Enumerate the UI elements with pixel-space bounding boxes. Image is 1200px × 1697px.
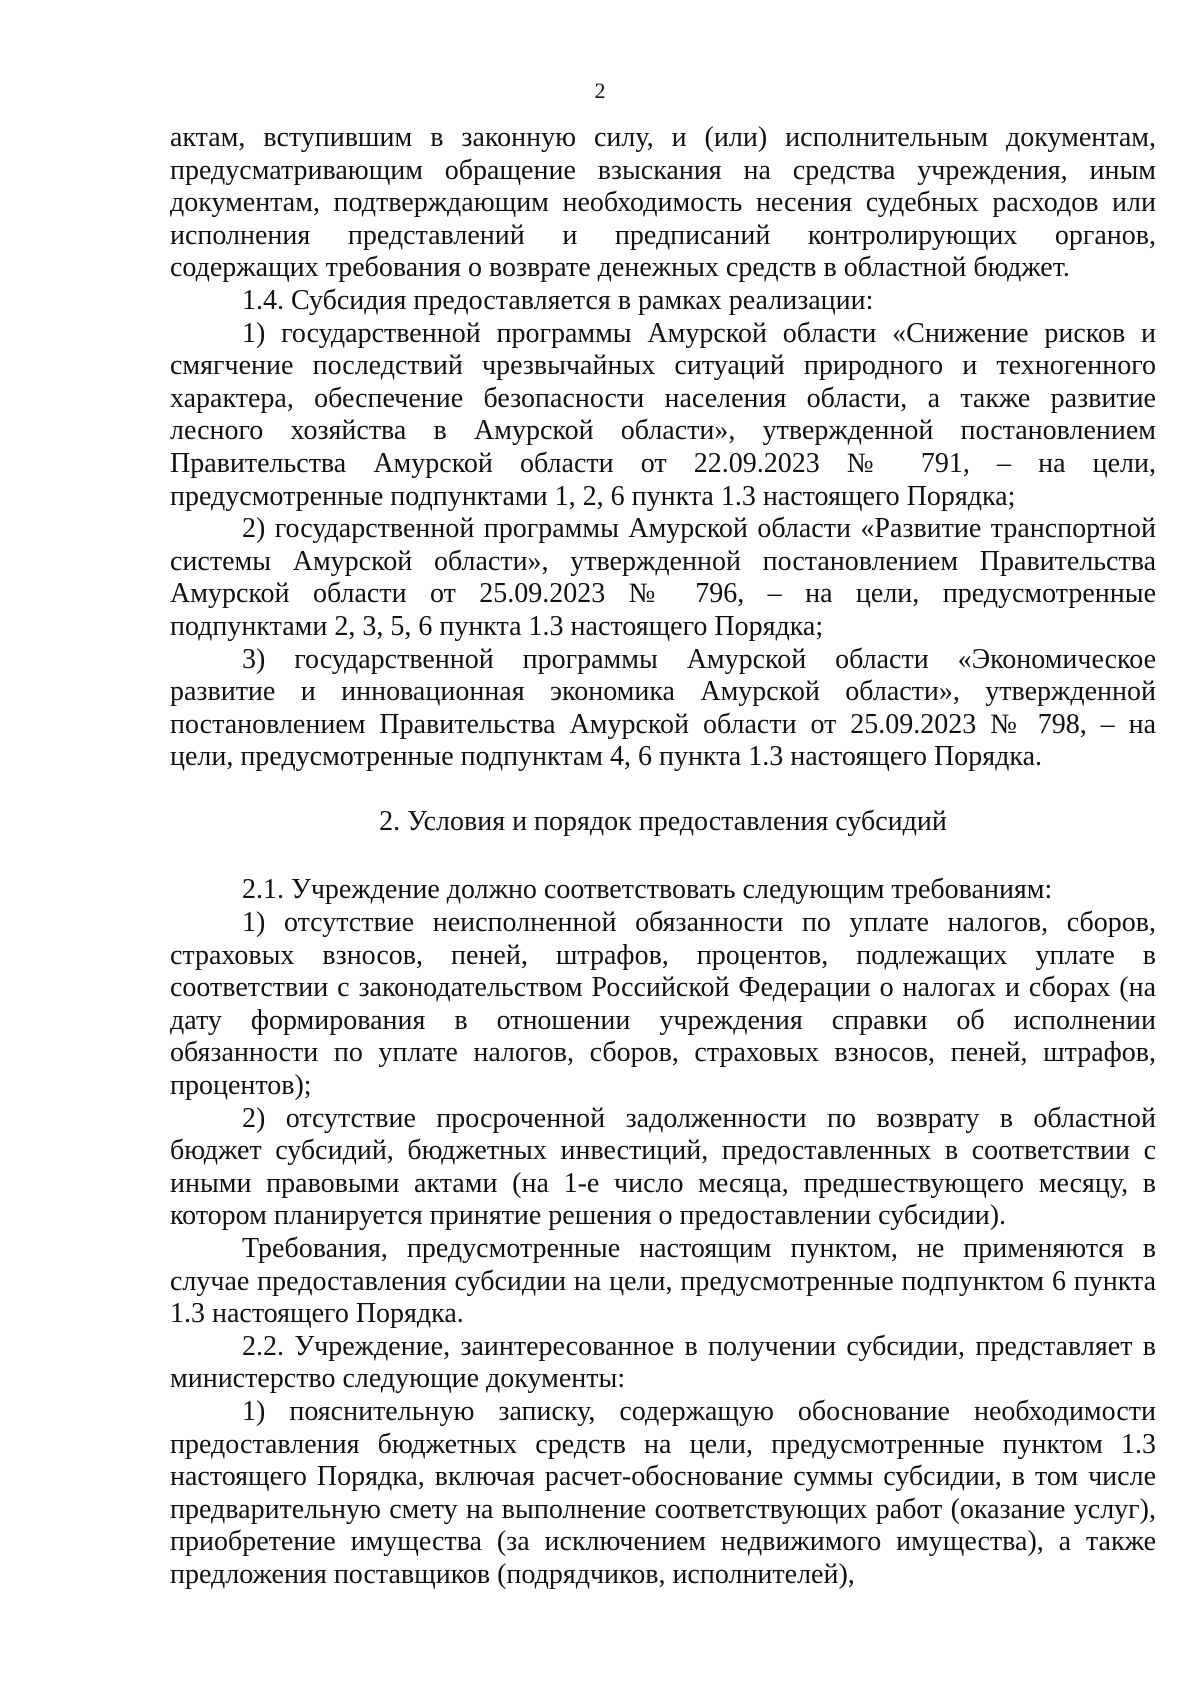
paragraph-1-4-item-2: 2) государственной программы Амурской области «Развитие транспортной системы Амурской области», утвержденной постановлением Правительства Амурской области от 25.09.2023 № 796, – на цели, предусмотренные подпунктами 2, 3, 5, 6 пункта 1.3 настоящего Порядка; <box>170 513 1156 642</box>
page-number: 2 <box>594 78 606 103</box>
paragraph-1-4-item-3: 3) государственной программы Амурской области «Экономическое развитие и инновационная экономика Амурской области», утвержденной постановлением Правительства Амурской области от 25.09.2023 № 798, – на цели, предусмотренные подпунктам 4, 6 пункта 1.3 настоящего Порядка. <box>170 643 1156 773</box>
document-body <box>170 122 1156 1592</box>
paragraph-2-1: 2.1. Учреждение должно соответствовать следующим требованиям: <box>242 874 1053 906</box>
paragraph-1-4: 1.4. Субсидия предоставляется в рамках реализации: <box>242 284 874 316</box>
section-heading: 2. Условия и порядок предоставления субсидий <box>379 805 947 837</box>
paragraph-2-1-item-1: 1) отсутствие неисполненной обязанности по уплате налогов, сборов, страховых взносов, пеней, штрафов, процентов, подлежащих уплате в соответствии с законодательством Российской Федерации о налогах и сборах (на дату формирования в отношении учреждения справки об исполнении обязанности по уплате налогов, сборов, страховых взносов, пеней, штрафов, процентов); <box>170 907 1156 1102</box>
paragraph-2-2: 2.2. Учреждение, заинтересованное в получении субсидии, представляет в министерство следующие документы: <box>170 1330 1156 1395</box>
paragraph-2-2-item-1: 1) пояснительную записку, содержащую обоснование необходимости предоставления бюджетных средств на цели, предусмотренные пунктом 1.3 настоящего Порядка, включая расчет-обоснование суммы субсидии, в том числе предварительную смету на выполнение соответствующих работ (оказание услуг), приобретение имущества (за исключением недвижимого имущества), а также предложения поставщиков (подрядчиков, исполнителей), <box>170 1395 1156 1590</box>
paragraph-2-1-item-2: 2) отсутствие просроченной задолженности по возврату в областной бюджет субсидий, бюджетных инвестиций, предоставленных в соответствии с иными правовыми актами (на 1-е число месяца, предшествующего месяцу, в котором планируется принятие решения о предоставлении субсидии). <box>170 1102 1156 1232</box>
paragraph-1-4-item-1: 1) государственной программы Амурской области «Снижение рисков и смягчение последствий чрезвычайных ситуаций природного и техногенного характера, обеспечение безопасности населения области, а также развитие лесного хозяйства в Амурской области», утвержденной постановлением Правительства Амурской области от 22.09.2023 № 791, – на цели, предусмотренные подпунктами 1, 2, 6 пункта 1.3 настоящего Порядка; <box>170 317 1156 512</box>
paragraph-continuation: актам, вступившим в законную силу, и (или) исполнительным документам, предусматривающим обращение взыскания на средства учреждения, иным документам, подтверждающим необходимость несения судебных расходов или исполнения представлений и предписаний контролирующих органов, содержащих требования о возврате денежных средств в областной бюджет. <box>170 122 1156 284</box>
paragraph-2-1-note: Требования, предусмотренные настоящим пунктом, не применяются в случае предоставления субсидии на цели, предусмотренные подпунктом 6 пункта 1.3 настоящего Порядка. <box>170 1233 1156 1330</box>
